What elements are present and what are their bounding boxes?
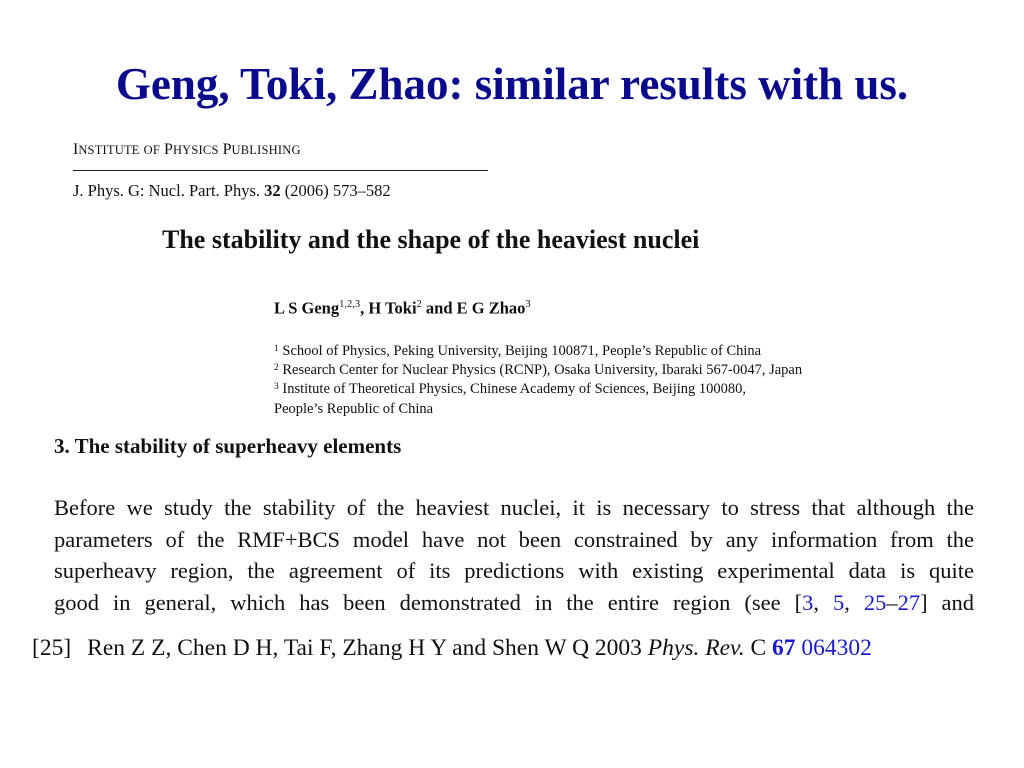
section-heading: 3. The stability of superheavy elements <box>54 434 402 458</box>
affiliation-2 <box>274 361 802 380</box>
publisher-initial-2: P <box>164 141 173 158</box>
citation-separator: , <box>813 589 833 615</box>
affiliation-3-number: 3 <box>274 382 279 393</box>
journal-citation <box>73 183 391 200</box>
reference-journal: Phys. Rev. <box>647 635 745 661</box>
author-3: and E G Zhao <box>421 298 526 318</box>
reference-number: [25] <box>32 635 72 661</box>
body-line-2: parameters of the RMF+BCS model have not been constrained by any information from the <box>54 526 974 552</box>
journal-name: J. Phys. G: Nucl. Part. Phys. <box>73 181 261 200</box>
citation-dash: – <box>886 589 898 615</box>
body-line-4 <box>54 587 974 619</box>
citation-link-25[interactable]: 25 <box>863 589 887 615</box>
affiliation-2-text: Research Center for Nuclear Physics (RCNP), Osaka University, Ibaraki 567-0047, Japan <box>282 362 803 379</box>
reference-entry <box>32 637 872 661</box>
publisher-part-1: NSTITUTE <box>78 143 140 157</box>
publisher-part-3: UBLISHING <box>231 143 301 157</box>
publisher-part-of: OF <box>143 143 161 157</box>
reference-page-link[interactable]: 064302 <box>801 635 872 661</box>
paper-title: The stability and the shape of the heaviest nuclei <box>162 225 700 254</box>
affiliation-1 <box>274 342 802 361</box>
affiliation-1-number: 1 <box>274 344 279 354</box>
author-3-affiliation: 3 <box>525 299 531 310</box>
affiliation-2-number: 2 <box>274 363 279 374</box>
affiliation-3-continuation: People’s Republic of China <box>274 400 434 417</box>
reference-volume-link[interactable]: 67 <box>772 635 796 661</box>
journal-volume: 32 <box>264 181 281 200</box>
publisher-name <box>73 142 301 158</box>
body-paragraph <box>54 492 974 618</box>
slide-title: Geng, Toki, Zhao: similar results with us. <box>115 59 909 109</box>
publisher-initial-3: P <box>222 141 232 158</box>
citation-link-27[interactable]: 27 <box>897 589 921 615</box>
citation-link-3[interactable]: 3 <box>802 589 814 615</box>
affiliation-3-text: Institute of Theoretical Physics, Chinese Academy of Sciences, Beijing 100080, <box>282 381 747 398</box>
body-line-1: Before we study the stability of the heaviest nuclei, it is necessary to stress that although the <box>54 495 974 520</box>
affiliation-3 <box>274 380 802 399</box>
body-line-4-end: ] and <box>920 589 975 615</box>
citation-link-5[interactable]: 5 <box>832 589 845 615</box>
reference-series: C <box>744 635 773 661</box>
body-line-4-text: good in general, which has been demonstrated in the entire region (see [ <box>54 589 803 615</box>
author-list <box>274 300 531 317</box>
author-2-affiliation: 2 <box>416 299 422 310</box>
body-line-3: superheavy region, the agreement of its predictions with existing experimental data is quite <box>54 558 974 583</box>
reference-authors-year: Ren Z Z, Chen D H, Tai F, Zhang H Y and Shen W Q 2003 <box>87 635 648 661</box>
author-2: , H Toki <box>360 298 417 318</box>
citation-separator: , <box>844 589 864 615</box>
publisher-initial-1: I <box>73 141 79 158</box>
affiliation-1-text: School of Physics, Peking University, Beijing 100871, People’s Republic of China <box>282 343 762 359</box>
journal-year-pages: (2006) 573–582 <box>284 181 391 200</box>
author-1: L S Geng <box>274 298 340 318</box>
header-rule <box>73 170 488 171</box>
author-1-affiliation: 1,2,3 <box>339 299 361 310</box>
affiliations <box>274 342 802 419</box>
publisher-part-2: HYSICS <box>172 143 219 157</box>
